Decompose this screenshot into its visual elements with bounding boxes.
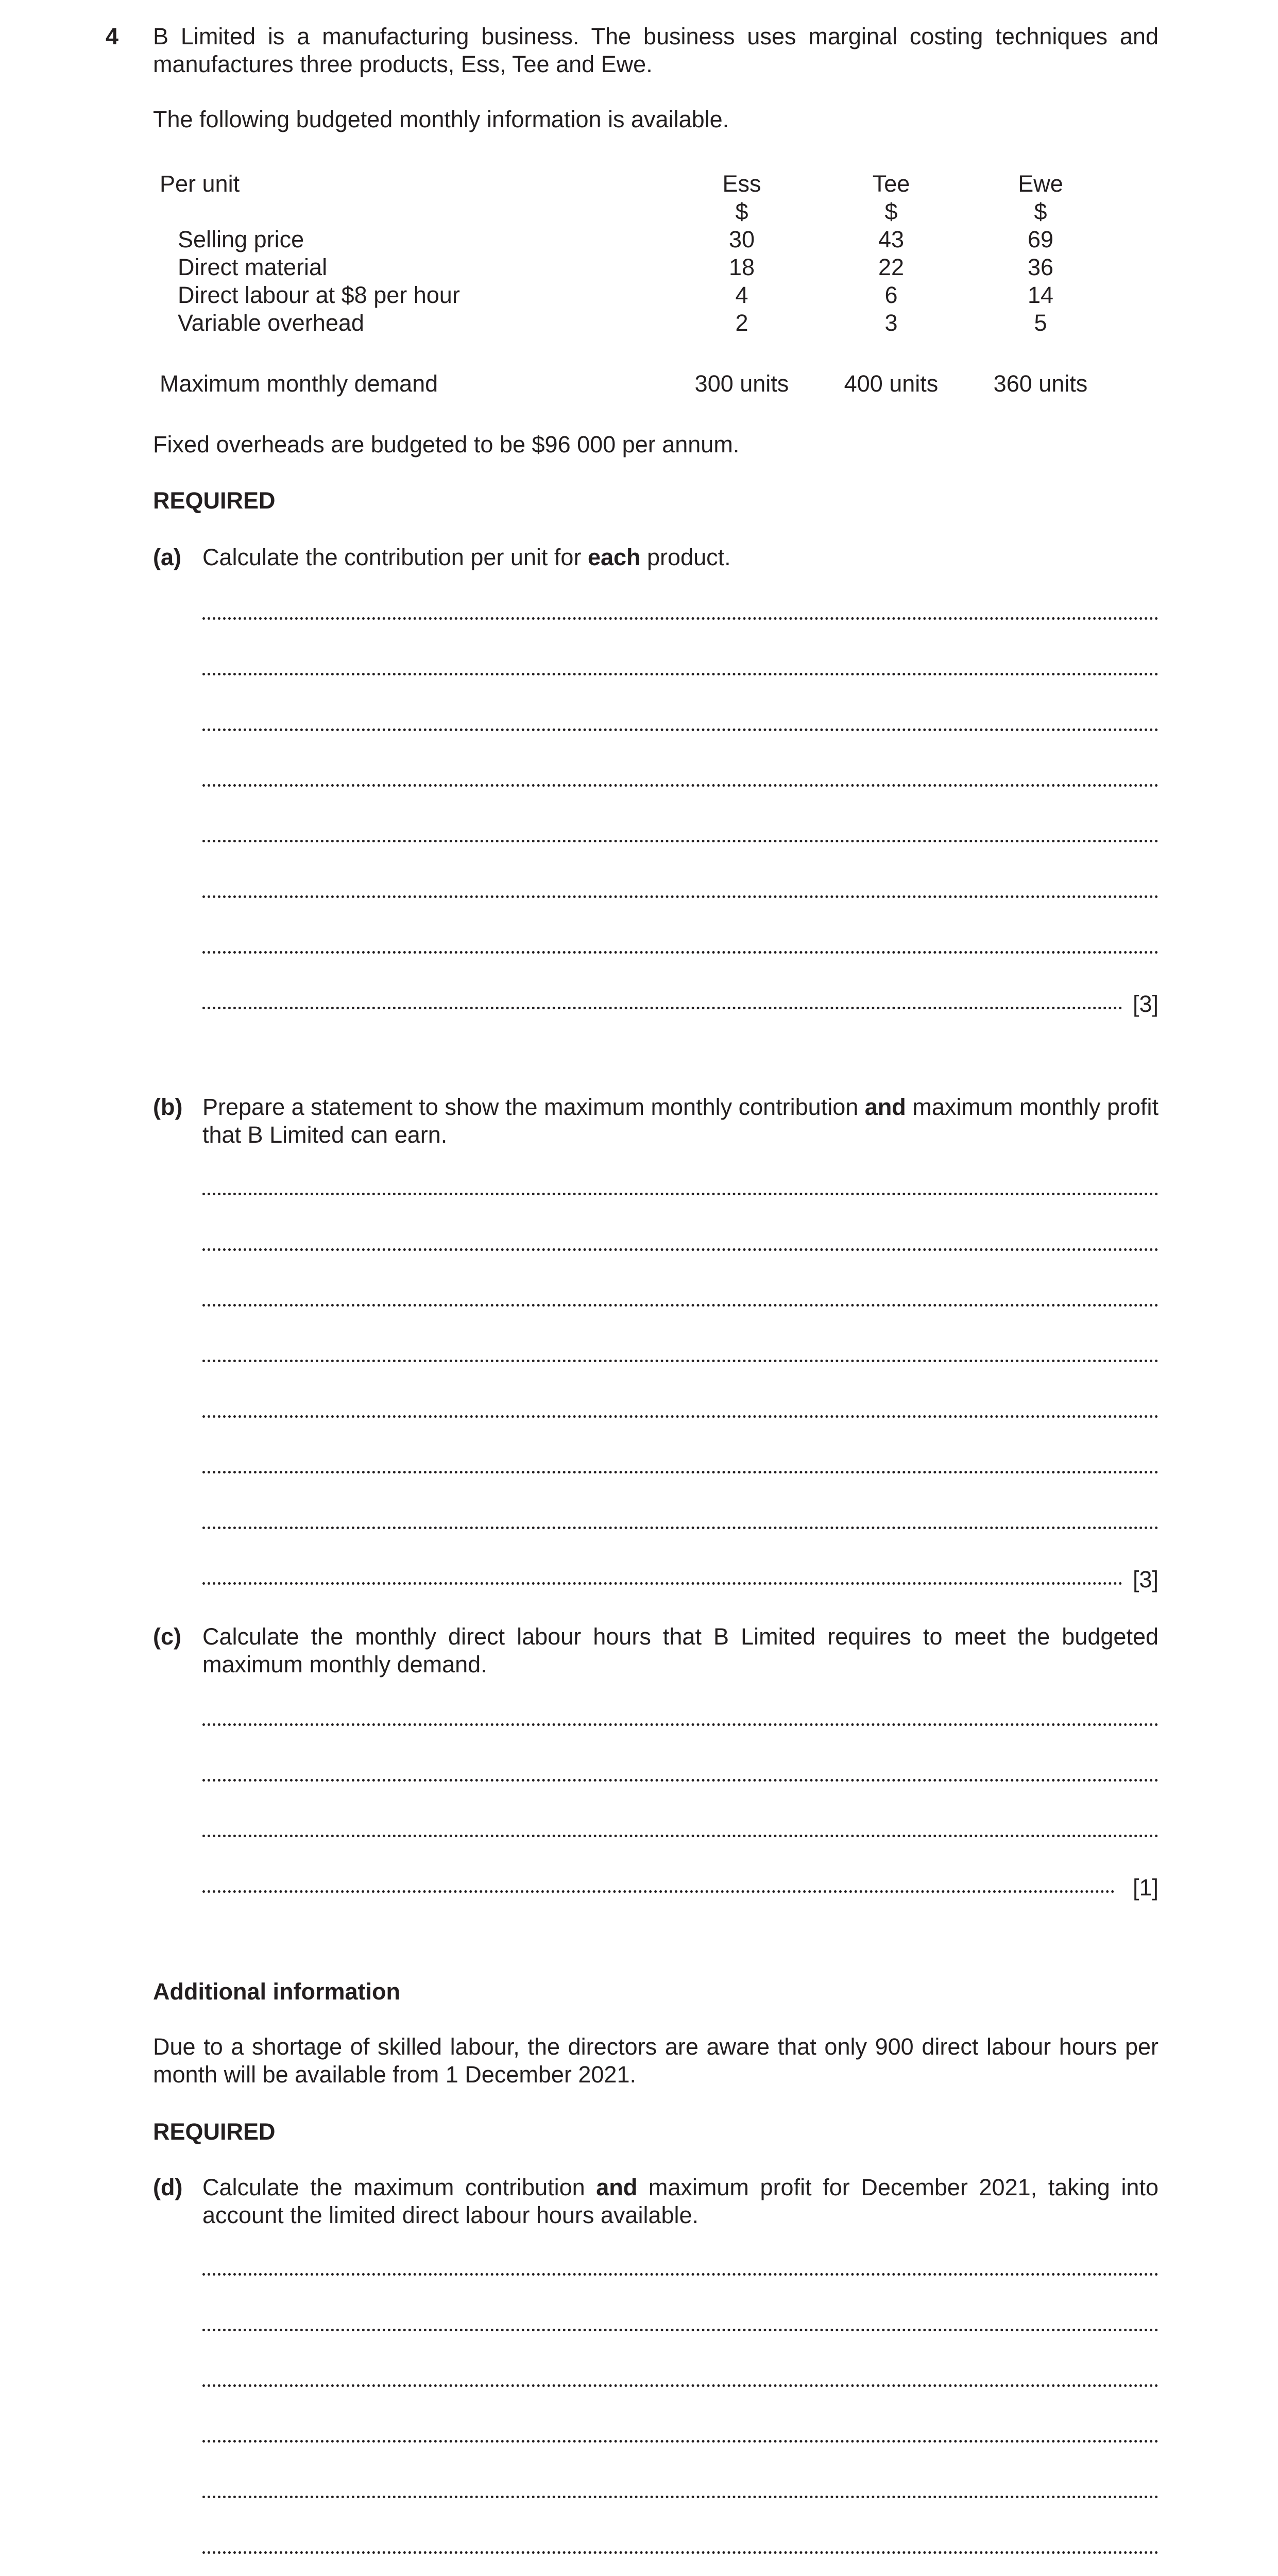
answer-line[interactable] xyxy=(202,1007,1122,1009)
answer-line[interactable] xyxy=(202,2329,1158,2331)
answer-line[interactable] xyxy=(202,617,1158,620)
cell-selling-price-ewe: 69 xyxy=(1027,226,1054,252)
additional-info-text: Due to a shortage of skilled labour, the directors are aware that only 900 direct labour hours per month will be available from 1 December 2021. xyxy=(153,2033,1158,2088)
answer-line[interactable] xyxy=(202,784,1158,787)
part-c-mark: [1] xyxy=(1132,1874,1158,1901)
row-label-direct-material: Direct material xyxy=(178,254,328,280)
currency-ewe: $ xyxy=(1034,198,1047,225)
answer-line[interactable] xyxy=(202,2440,1158,2443)
cell-direct-labour-ess: 4 xyxy=(735,282,748,308)
answer-line[interactable] xyxy=(202,1248,1158,1251)
cell-selling-price-ess: 30 xyxy=(728,226,755,252)
cell-max-demand-ess: 300 units xyxy=(694,370,789,397)
answer-line[interactable] xyxy=(202,895,1158,898)
answer-line[interactable] xyxy=(202,1723,1158,1726)
cell-direct-material-ess: 18 xyxy=(728,254,755,280)
row-label-max-demand: Maximum monthly demand xyxy=(160,370,438,397)
cell-direct-material-ewe: 36 xyxy=(1027,254,1054,280)
part-a-question: Calculate the contribution per unit for each product. xyxy=(202,544,731,570)
intro-table-lead: The following budgeted monthly information is available. xyxy=(153,106,729,132)
cell-max-demand-ewe: 360 units xyxy=(993,370,1088,397)
cell-variable-overhead-ess: 2 xyxy=(735,310,748,336)
answer-line[interactable] xyxy=(202,1360,1158,1362)
cell-direct-material-tee: 22 xyxy=(878,254,905,280)
answer-line[interactable] xyxy=(202,1193,1158,1195)
cell-max-demand-tee: 400 units xyxy=(844,370,939,397)
answer-line[interactable] xyxy=(202,1471,1158,1473)
column-header-tee: Tee xyxy=(872,171,910,197)
cell-selling-price-tee: 43 xyxy=(878,226,905,252)
table-header-label: Per unit xyxy=(160,171,240,197)
part-a-mark: [3] xyxy=(1132,991,1158,1017)
part-b-mark: [3] xyxy=(1132,1566,1158,1592)
currency-tee: $ xyxy=(884,198,898,225)
currency-ess: $ xyxy=(735,198,748,225)
answer-line[interactable] xyxy=(202,840,1158,842)
column-header-ewe: Ewe xyxy=(1018,171,1063,197)
part-b-label: (b) xyxy=(153,1094,183,1120)
answer-line[interactable] xyxy=(202,1415,1158,1418)
part-c-question: Calculate the monthly direct labour hours that B Limited requires to meet the budgeted maximum monthly demand. xyxy=(202,1623,1158,1677)
answer-line[interactable] xyxy=(202,1890,1115,1893)
answer-line[interactable] xyxy=(202,2273,1158,2276)
answer-line[interactable] xyxy=(202,2384,1158,2387)
intro-paragraph: B Limited is a manufacturing business. The business uses marginal costing techniques and manufactures three products, Ess, Tee and Ewe. xyxy=(153,23,1158,77)
additional-info-heading: Additional information xyxy=(153,1978,400,2005)
answer-line[interactable] xyxy=(202,1779,1158,1782)
answer-line[interactable] xyxy=(202,728,1158,731)
part-d-label: (d) xyxy=(153,2174,183,2200)
part-a-label: (a) xyxy=(153,544,181,570)
part-b-question: Prepare a statement to show the maximum monthly contribution and maximum monthly profit that B Limited can earn. xyxy=(202,1094,1158,1148)
required-heading: REQUIRED xyxy=(153,487,276,514)
fixed-overheads-text: Fixed overheads are budgeted to be $96 000 per annum. xyxy=(153,431,740,457)
answer-line[interactable] xyxy=(202,1835,1158,1837)
part-c-label: (c) xyxy=(153,1623,181,1650)
row-label-variable-overhead: Variable overhead xyxy=(178,310,364,336)
question-number: 4 xyxy=(106,23,119,49)
cell-direct-labour-tee: 6 xyxy=(884,282,898,308)
cell-variable-overhead-tee: 3 xyxy=(884,310,898,336)
required-heading-2: REQUIRED xyxy=(153,2119,276,2145)
answer-line[interactable] xyxy=(202,2551,1158,2554)
answer-line[interactable] xyxy=(202,2496,1158,2498)
answer-line[interactable] xyxy=(202,951,1158,954)
answer-line[interactable] xyxy=(202,1304,1158,1307)
answer-line[interactable] xyxy=(202,1582,1122,1585)
row-label-direct-labour: Direct labour at $8 per hour xyxy=(178,282,460,308)
answer-line[interactable] xyxy=(202,1527,1158,1529)
answer-line[interactable] xyxy=(202,673,1158,675)
row-label-selling-price: Selling price xyxy=(178,226,304,252)
column-header-ess: Ess xyxy=(722,171,761,197)
cell-direct-labour-ewe: 14 xyxy=(1027,282,1054,308)
cell-variable-overhead-ewe: 5 xyxy=(1034,310,1047,336)
part-d-question: Calculate the maximum contribution and maximum profit for December 2021, taking into account the limited direct labour hours available. xyxy=(202,2174,1158,2228)
